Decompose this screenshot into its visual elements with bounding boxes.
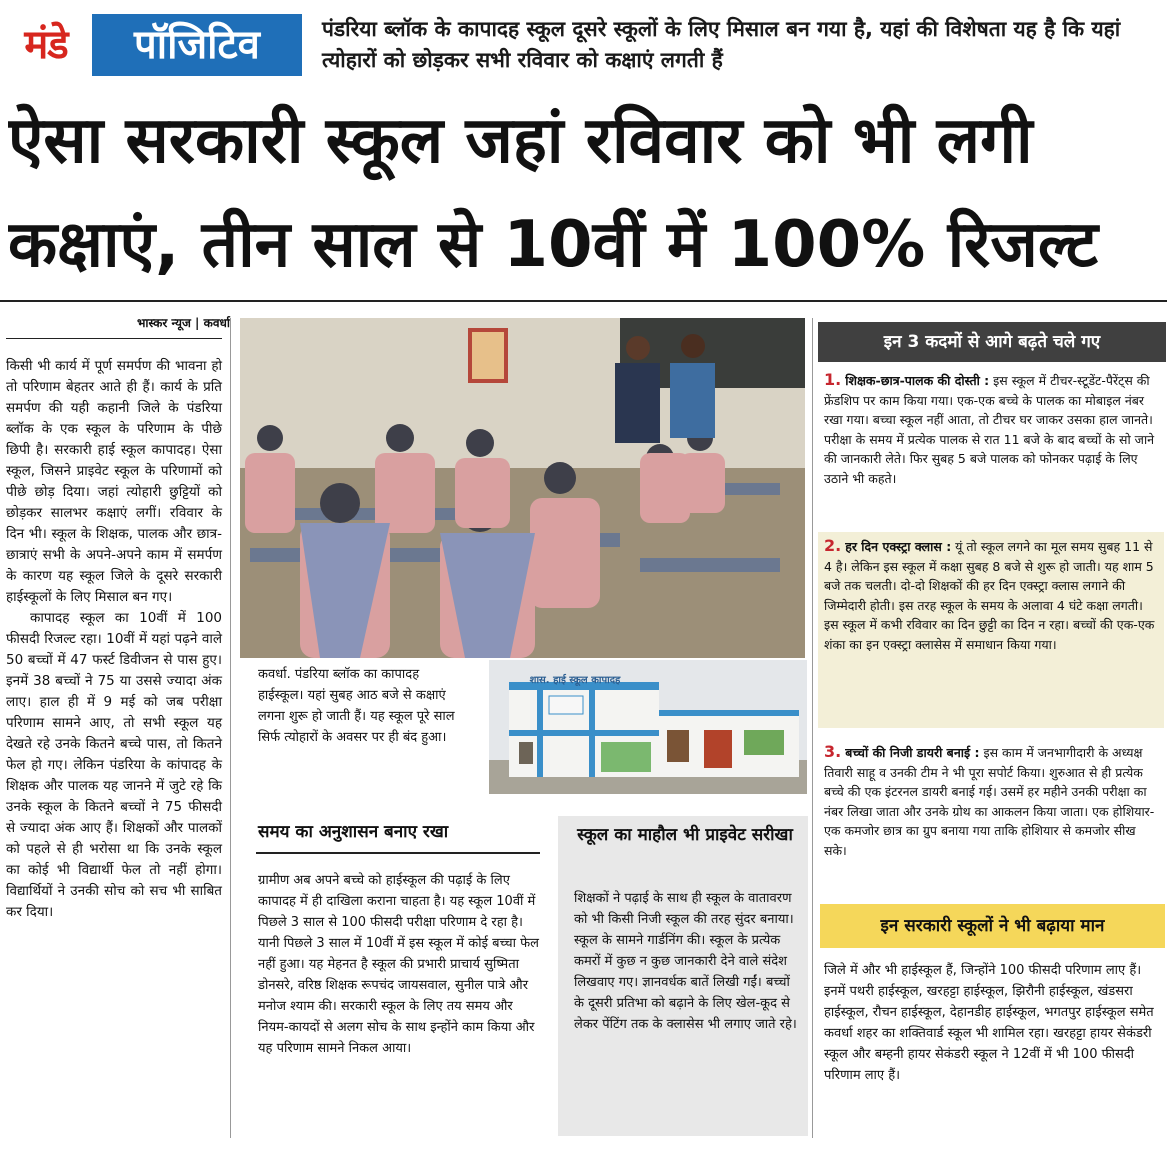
section-heading-environment: स्कूल का माहौल भी प्राइवेट सरीखा [577, 825, 793, 845]
step-body: इस स्कूल में टीचर-स्टूडेंट-पैरेंट्स की फ्रेंडशिप पर काम किया गया। एक-एक बच्चे के पालक का मोबाइल नंबर रखा गया। बच्चा स्कूल नहीं आता, तो टीचर घर जाकर उसका हाल जानते। परीक्षा के समय में प्रत्येक पालक से रात 11 बजे के बाद बच्चों के सो जाने की जानकारी लेते। फिर सुबह 5 बजे पालक को फोनकर पढ़ाई के लिए उठाने भी कहते। [824, 373, 1155, 486]
step-number: 3. [824, 742, 842, 761]
logo-positive: पॉजिटिव [92, 14, 302, 76]
deck-text: पंडरिया ब्लॉक के कापादह स्कूल दूसरे स्कूलों के लिए मिसाल बन गया है, यहां की विशेषता यह है कि यहां त्योहारों को छोड़कर सभी रविवार को कक्षाएं लगती हैं [322, 17, 1121, 72]
section-body-discipline: ग्रामीण अब अपने बच्चे को हाईस्कूल की पढ़ाई के लिए कापादह में ही दाखिला कराना चाहता है। यह स्कूल 10वीं में पिछले 3 साल से 100 फीसदी परीक्षा परिणाम दे रहा है। यानी पिछले 3 साल में 10वीं में इस स्कूल में कोई बच्चा फेल नहीं हुआ। यह मेहनत है स्कूल की प्रभारी प्राचार्य सुष्मिता डोनसरे, वरिष्ठ शिक्षक रूपचंद जायसवाल, सुनील पात्रे और मनोज श्याम की। सरकारी स्कूल के लिए तय समय और नियम-कायदों से अलग सोच के साथ इन्होंने काम किया और यह परिणाम सामने निकल आया। [258, 873, 539, 1056]
column-divider [230, 318, 231, 1138]
photo-caption: कवर्धा. पंडरिया ब्लॉक का कापादह हाईस्कूल। यहां सुबह आठ बजे से कक्षाएं लगना शुरू हो जाती हैं। यह स्कूल पूरे साल सिर्फ त्योहारों के अवसर पर ही बंद हुआ। [258, 667, 455, 745]
step-body: यूं तो स्कूल लगने का मूल समय सुबह 11 से 4 है। लेकिन इस स्कूल में कक्षा सुबह 8 बजे से शुरू हो जाती। यह शाम 5 बजे तक चलती। दो-दो शिक्षकों की हर दिन एक्स्ट्रा क्लास लगाने की जिम्मेदारी होती। इस तरह स्कूल के समय के अलावा 4 घंटे कक्षा लगती। इस स्कूल में कभी रविवार का दिन छुट्टी का दिन न रहा। बच्चों की एक-एक शंका का इन एक्स्ट्रा क्लासेस में समाधान किया गया। [824, 539, 1155, 652]
article-column-1 [6, 356, 222, 923]
headline-line1: ऐसा सरकारी स्कूल जहां रविवार को भी लगी [8, 104, 1033, 178]
step-body: इस काम में जनभागीदारी के अध्यक्ष तिवारी साहू व उनकी टीम ने भी पूरा सपोर्ट किया। शुरुआत से ही प्रत्येक बच्चे की एक इंटरनल डायरी बनाई गई। उसमें हर महीने उनकी परीक्षा का नंबर लिखा जाता और उनके ग्रोथ का आकलन किया जाता। एक होशियार-एक कमजोर छात्र का ग्रुप बनाया गया ताकि होशियार से कमजोर सीख सके। [824, 745, 1155, 858]
step-title: बच्चों की निजी डायरी बनाई : [845, 745, 980, 760]
other-schools-body: जिले में और भी हाईस्कूल हैं, जिन्होंने 100 फीसदी परिणाम लाए हैं। इनमें पथरी हाईस्कूल, खरहट्टा हाईस्कूल, झिरौनी हाईस्कूल, खंडसरा हाईस्कूल, रौचन हाईस्कूल, देहानडीह हाईस्कूल, भगतपुर हाईस्कूल समेत कवर्धा शहर का शक्तिवार्ड स्कूल भी शामिल रहा। खरहट्टा हायर सेकंडरी स्कूल और बम्हनी हायर सेकंडरी स्कूल ने 12वीं में भी 100 फीसदी परिणाम लाए हैं। [824, 963, 1154, 1083]
sidebar-heading: इन 3 कदमों से आगे बढ़ते चले गए [818, 322, 1166, 362]
section-heading-discipline: समय का अनुशासन बनाए रखा [258, 822, 449, 842]
byline: भास्कर न्यूज | कवर्धा [136, 316, 230, 330]
classroom-photo [240, 318, 805, 658]
step-number: 1. [824, 370, 842, 389]
step-title: शिक्षक-छात्र-पालक की दोस्ती : [845, 373, 990, 388]
other-schools-heading: इन सरकारी स्कूलों ने भी बढ़ाया मान [820, 904, 1165, 948]
paragraph: कापादह स्कूल का 10वीं में 100 फीसदी रिजल्ट रहा। 10वीं में यहां पढ़ने वाले 50 बच्चों में 47 फर्स्ट डिवीजन से पास हुए। इनमें 38 बच्चों ने 75 या उससे ज्यादा अंक लाए। हाल ही में 9 मई को जब परीक्षा परिणाम सामने आए, तो सभी स्कूल यह देखते रहे उनके कितने बच्चे पास, तो कितने फेल हो गए। लेकिन पंडरिया के कांपादह के शिक्षक और पालक यह जानने में जुटे रहे कि उनके स्कूल के कितने बच्चों ने 75 फीसदी से ज्यादा अंक आए हैं। शिक्षकों और पालकों को पहले से ही भरोसा था कि उनके स्कूल का कोई भी विद्यार्थी फेल तो नहीं होगा। विद्यार्थियों ने उनकी सोच को सच भी साबित कर दिया। [6, 610, 222, 920]
divider [256, 852, 540, 854]
step-3 [818, 738, 1164, 864]
divider [6, 338, 222, 339]
divider [0, 300, 1167, 302]
school-sign: शास. हाई स्कूल कापादह [529, 675, 621, 686]
step-2 [818, 532, 1164, 728]
column-divider [812, 318, 813, 1138]
section-body-environment: शिक्षकों ने पढ़ाई के साथ ही स्कूल के वातावरण को भी किसी निजी स्कूल की तरह सुंदर बनाया। स्कूल के सामने गार्डनिंग की। स्कूल के प्रत्येक कमरों में कुछ न कुछ जानकारी देने वाले संदेश लिखवाए गए। ज्ञानवर्धक बातें लिखी गईं। बच्चों के दूसरी प्रतिभा को बढ़ाने के लिए खेल-कूद से लेकर पेंटिंग तक के क्लासेस भी लगाए जाते रहे। [574, 891, 797, 1032]
headline-line2: कक्षाएं, तीन साल से 10वीं में 100% रिजल्ट [8, 208, 1098, 282]
logo-monday: मंडे [0, 14, 92, 76]
step-1 [818, 366, 1164, 492]
step-title: हर दिन एक्स्ट्रा क्लास : [845, 539, 952, 554]
step-number: 2. [824, 536, 842, 555]
paragraph: किसी भी कार्य में पूर्ण समर्पण की भावना हो तो परिणाम बेहतर आते ही हैं। कार्य के प्रति समर्पण की यही कहानी जिले के पंडरिया ब्लॉक के एक स्कूल के परिणाम के पीछे छिपी है। सरकारी हाई स्कूल कापादह। ऐसा स्कूल, जिसने प्राइवेट स्कूल के परिणामों को पीछे छोड़ दिया। जहां त्योहारी छुट्टियों को छोड़कर सालभर कक्षाएं लगीं। रविवार के दिन भी। स्कूल के शिक्षक, पालक और छात्र-छात्राएं सभी के अपने-अपने काम में समर्पण के कारण यह स्कूल जिले के दूसरे सरकारी हाईस्कूलों के लिए मिसाल बन गए। [6, 358, 222, 605]
